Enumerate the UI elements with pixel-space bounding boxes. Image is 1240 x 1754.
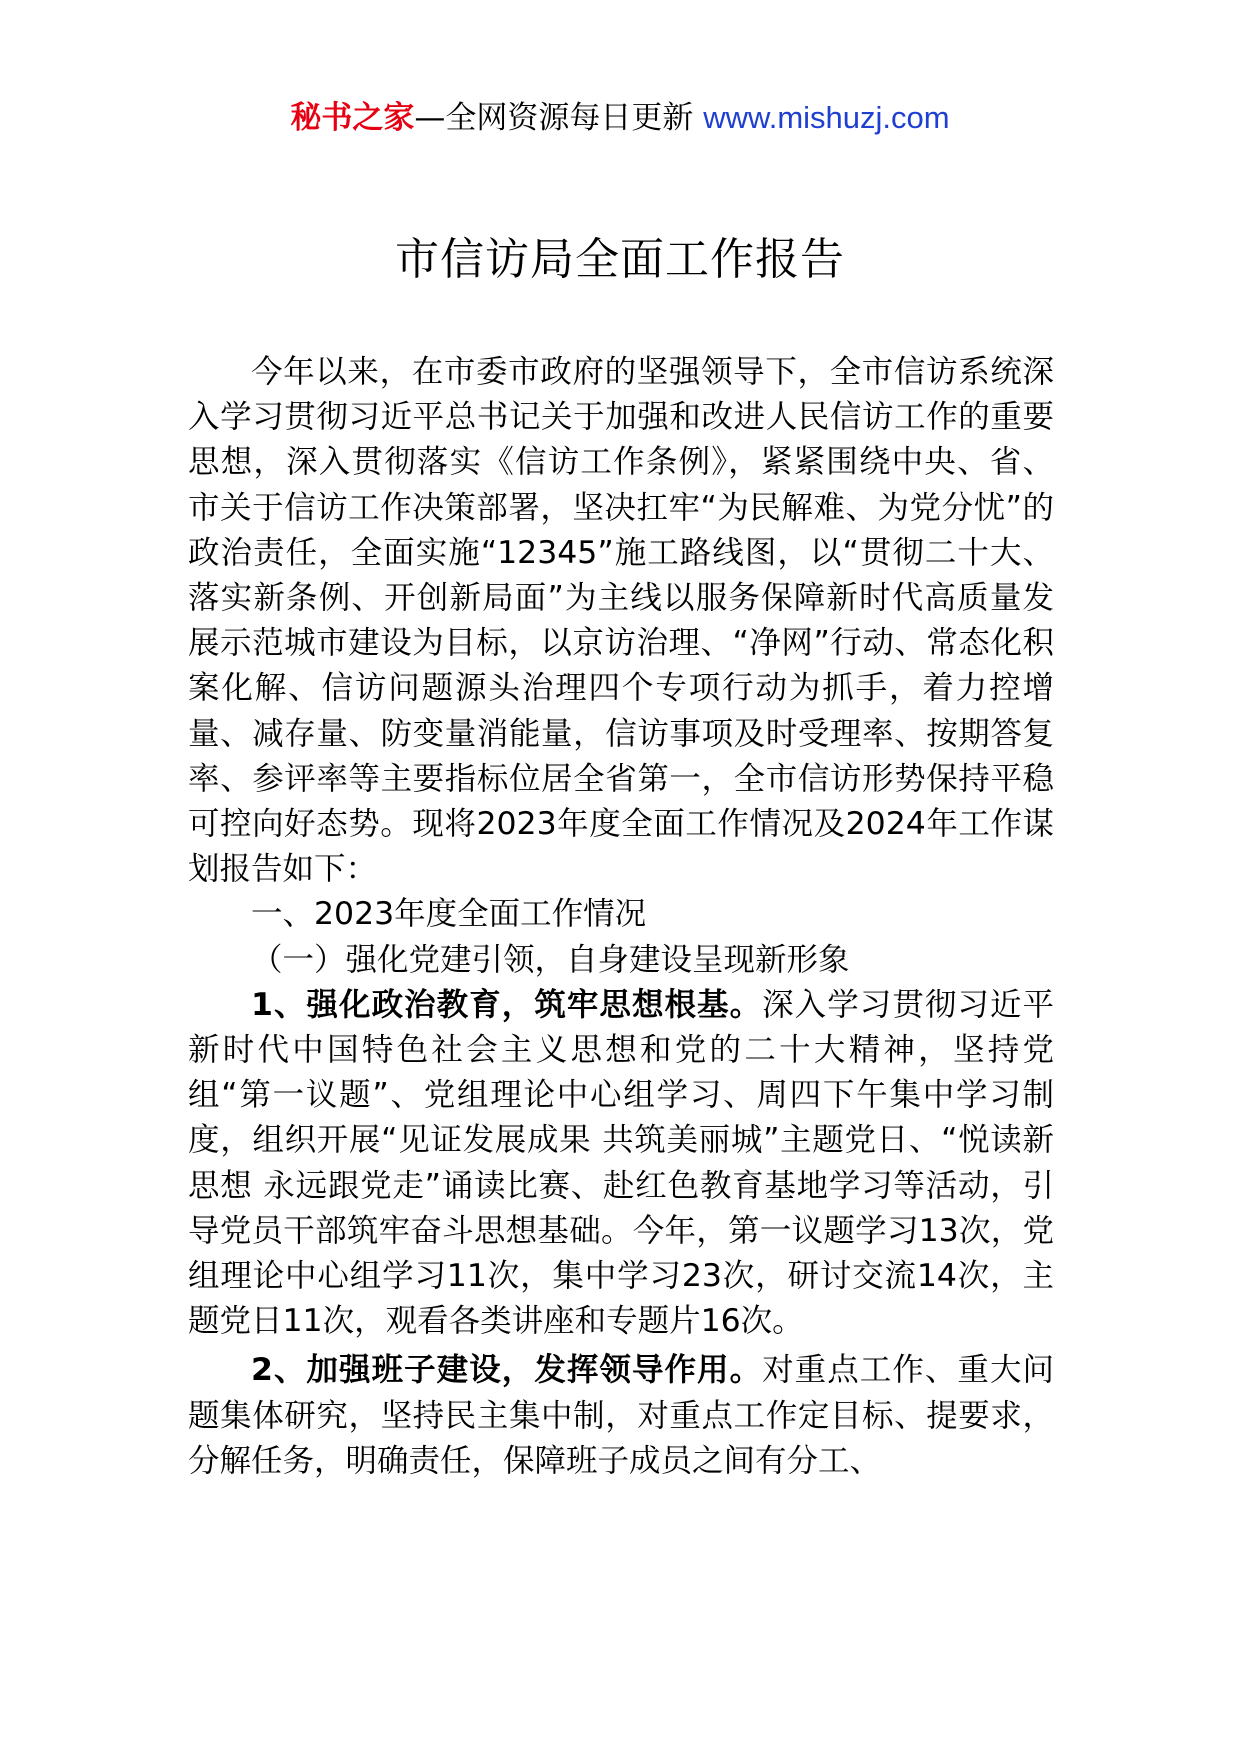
header-tagline: —全网资源每日更新 <box>414 100 704 136</box>
document-body <box>188 350 1054 1484</box>
intro-paragraph: 今年以来，在市委市政府的坚强领导下，全市信访系统深入学习贯彻习近平总书记关于加强和改进人民信访工作的重要思想，深入贯彻落实《信访工作条例》，紧紧围绕中央、省、市关于信访工作决策部署，坚决扛牢“为民解难、为党分忧”的政治责任，全面实施“12345”施工路线图，以“贯彻二十大、落实新条例、开创新局面”为主线以服务保障新时代高质量发展示范城市建设为目标，以京访治理、“净网”行动、常态化积案化解、信访问题源头治理四个专项行动为抓手，着力控增量、减存量、防变量消能量，信访事项及时受理率、按期答复率、参评率等主要指标位居全省第一，全市信访形势保持平稳可控向好态势。现将2023年度全面工作情况及2024年工作谋划报告如下： <box>188 354 1054 888</box>
document-title: 市信访局全面工作报告 <box>395 234 845 285</box>
item-paragraph-2 <box>188 1348 1054 1484</box>
header-brand: 秘书之家 <box>290 100 415 136</box>
item-lead-2: 2、加强班子建设，发挥领导作用。 <box>251 1352 763 1389</box>
item-paragraph-1 <box>188 983 1054 1345</box>
item-body-1: 深入学习贯彻习近平新时代中国特色社会主义思想和党的二十大精神，坚持党组“第一议题”、党组理论中心组学习、周四下午集中学习制度，组织开展“见证发展成果 共筑美丽城”主题党日、“悦读新思想 永远跟党走”诵读比赛、赴红色教育基地学习等活动，引导党员干部筑牢奋斗思想基础。今年，第一议题学习13次，党组理论中心组学习11次，集中学习23次，研讨交流14次，主题党日11次，观看各类讲座和专题片16次。 <box>188 986 1054 1340</box>
item-body-2: 对重点工作、重大问题集体研究，坚持民主集中制，对重点工作定目标、提要求，分解任务，明确责任，保障班子成员之间有分工、 <box>188 1352 1054 1479</box>
subsection-heading: （一）强化党建引领，自身建设呈现新形象 <box>251 941 850 978</box>
header-url-link[interactable]: www.mishuzj.com <box>703 100 950 135</box>
item-lead-1: 1、强化政治教育，筑牢思想根基。 <box>251 986 763 1023</box>
section-heading: 一、2023年度全面工作情况 <box>251 896 647 933</box>
page-header <box>0 98 1240 138</box>
